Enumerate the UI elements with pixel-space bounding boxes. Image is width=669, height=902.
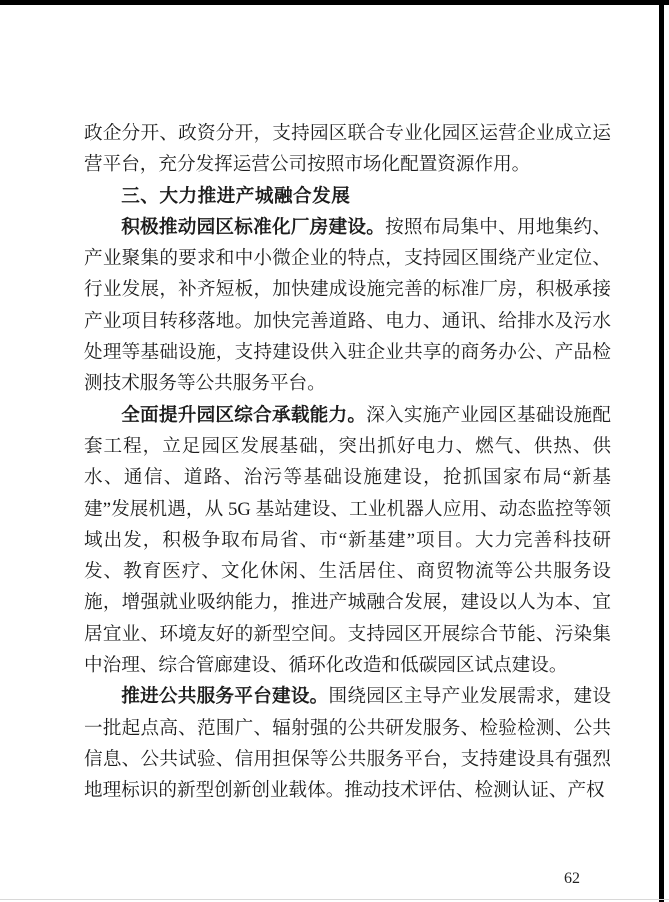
paragraph <box>84 681 611 806</box>
paragraph-lead: 推进公共服务平台建设。 <box>121 686 329 708</box>
scan-edge-top <box>0 0 669 5</box>
scan-edge-bottom <box>0 899 669 900</box>
page-number: 62 <box>564 870 580 887</box>
paragraph-lead: 全面提升园区综合承载能力。 <box>121 404 367 426</box>
paragraph-body: 深入实施产业园区基础设施配套工程，立足园区发展基础，突出抓好电力、燃气、供热、供水、通信、道路、治污等基础设施建设，抢抓国家布局“新基建”发展机遇，从 5G 基站建设、工业机器人应用、动态监控等领域出发，积极争取布局省、市“新基建”项目。大力完善科技研发、教育医疗、文化休闲、生活居住、商贸物流等公共服务设施，增强就业吸纳能力，推进产城融合发展，建设以人为本、宜居宜业、环境友好的新型空间。支持园区开展综合节能、污染集中治理、综合管廊建设、循环化改造和低碳园区试点建设。 <box>84 404 611 677</box>
paragraph-body: 围绕园区主导产业发展需求，建设一批起点高、范围广、辐射强的公共研发服务、检验检测、公共信息、公共试验、信用担保等公共服务平台，支持建设具有强烈地理标识的新型创新创业载体。推动技术评估、检测认证、产权 <box>84 686 611 802</box>
paragraph-lead: 积极推动园区标准化厂房建设。 <box>121 216 386 238</box>
scan-edge-right <box>659 0 664 902</box>
intro-paragraph: 政企分开、政资分开，支持园区联合专业化园区运营企业成立运营平台，充分发挥运营公司按照市场化配置资源作用。 <box>84 123 611 176</box>
paragraph <box>84 212 611 400</box>
document-page-body <box>84 118 611 807</box>
paragraph <box>84 400 611 682</box>
section-heading: 三、大力推进产城融合发展 <box>121 185 351 207</box>
paragraph-body: 按照布局集中、用地集约、产业聚集的要求和中小微企业的特点，支持园区围绕产业定位、行业发展，补齐短板，加快建成设施完善的标准厂房，积极承接产业项目转移落地。加快完善道路、电力、通讯、给排水及污水处理等基础设施，支持建设供入驻企业共享的商务办公、产品检测技术服务等公共服务平台。 <box>84 216 611 395</box>
